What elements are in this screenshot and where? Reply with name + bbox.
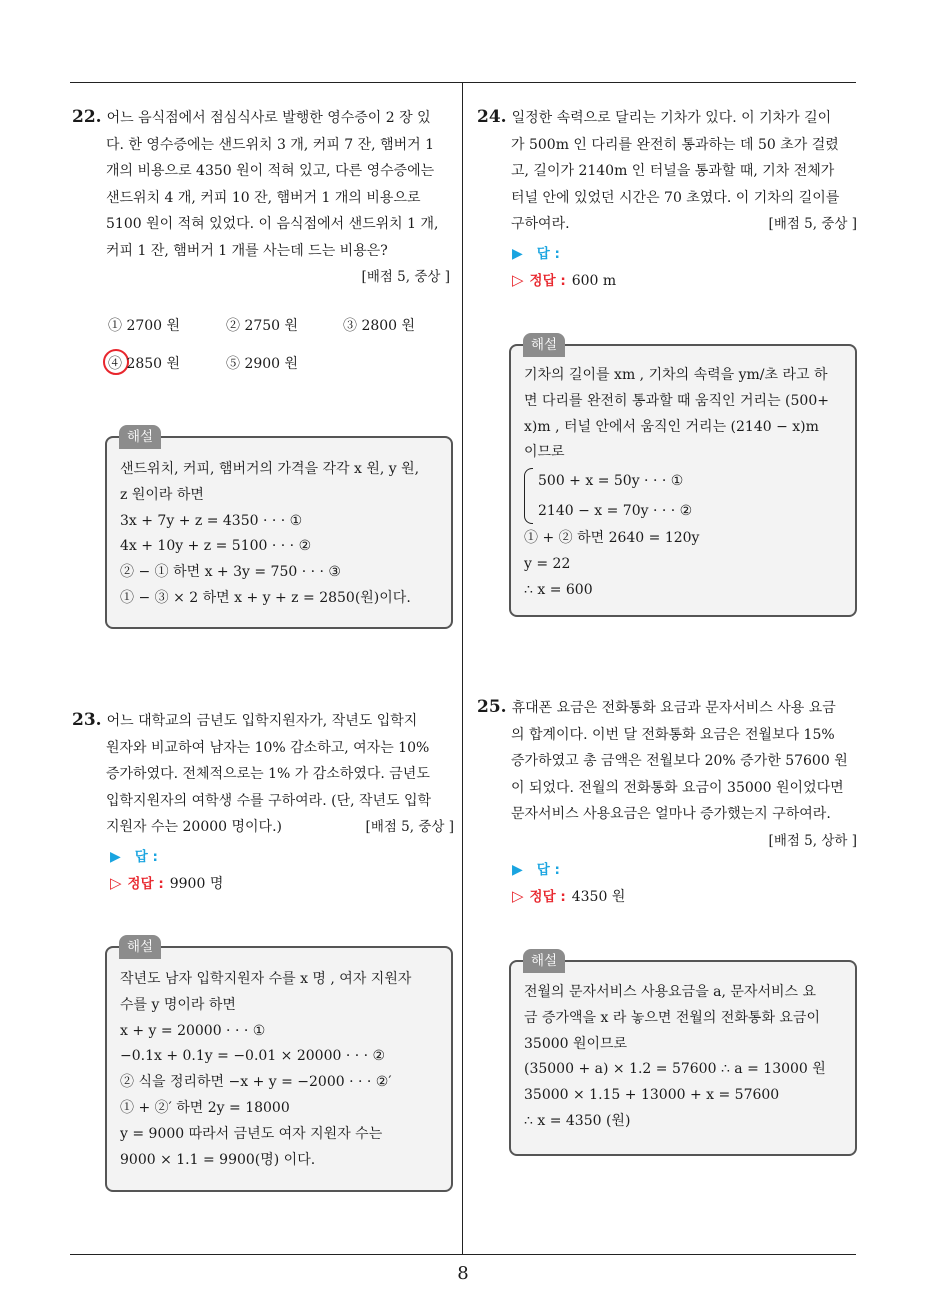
correct-label: 정답 :	[127, 876, 164, 892]
question-text-line: 다. 한 영수증에는 샌드위치 3 개, 커피 7 잔, 햄버거 1	[106, 136, 435, 153]
score-label: [배점 5, 상하 ]	[768, 832, 857, 849]
explanation-line: 35000 × 1.15 + 13000 + x = 57600	[524, 1087, 780, 1104]
correct-answer-row-24	[512, 269, 616, 289]
score-label: [배점 5, 중상 ]	[365, 819, 454, 835]
choice-2[interactable]: ② 2750 원	[226, 318, 299, 334]
explanation-line: x)m , 터널 안에서 움직인 거리는 (2140 − x)m	[524, 418, 819, 435]
choice-4[interactable]: ④ 2850 원	[108, 356, 181, 372]
question-24	[477, 104, 857, 238]
explanation-line: 기차의 길이를 xm , 기차의 속력을 ym/초 라고 하	[524, 367, 828, 383]
explanation-line: x + y = 20000 · · · ①	[120, 1022, 266, 1039]
explanation-body	[120, 967, 441, 1173]
explanation-body	[120, 457, 441, 612]
explanation-tab: 해설	[119, 425, 161, 449]
explanation-line: 9000 × 1.1 = 9900(명) 이다.	[120, 1151, 316, 1168]
choice-3[interactable]: ③ 2800 원	[343, 318, 416, 334]
outline-triangle-icon: ▷	[110, 874, 122, 892]
question-text-line: 의 합계이다. 이번 달 전화통화 요금은 전월보다 15%	[511, 726, 835, 743]
play-triangle-icon: ▶	[110, 849, 121, 865]
explanation-line: 면 다리를 완전히 통과할 때 움직인 거리는 (500+	[524, 392, 829, 409]
question-text-line: 이 되었다. 전월의 전화통화 요금이 35000 원이었다면	[511, 779, 844, 796]
question-text-line: 지원자 수는 20000 명이다.)	[106, 819, 282, 835]
question-number: 24.	[477, 107, 507, 127]
equation-system	[524, 466, 845, 526]
explanation-box-25	[509, 953, 857, 1156]
question-25	[477, 694, 857, 854]
question-number: 23.	[72, 710, 102, 730]
top-rule	[70, 82, 856, 83]
correct-label: 정답 :	[529, 889, 566, 905]
explanation-tab: 해설	[523, 949, 565, 973]
explanation-line: 이므로	[524, 444, 565, 461]
score-label: [배점 5, 중상 ]	[361, 269, 450, 285]
question-text-line: 문자서비스 사용요금은 얼마나 증가했는지 구하여라.	[511, 806, 831, 822]
answer-row-25	[512, 858, 566, 878]
explanation-tab: 해설	[119, 935, 161, 959]
choice-5[interactable]: ⑤ 2900 원	[226, 356, 299, 372]
explanation-line: 샌드위치, 커피, 햄버거의 가격을 각각 x 원, y 원,	[120, 461, 420, 477]
question-text-line: 샌드위치 4 개, 커피 10 잔, 햄버거 1 개의 비용으로	[106, 189, 421, 206]
correct-answer-row-23	[110, 872, 223, 893]
question-text-line: 어느 음식점에서 점심식사로 발행한 영수증이 2 장 있	[106, 110, 431, 126]
explanation-line: 금 증가액을 x 라 놓으면 전월의 전화통화 요금이	[524, 1009, 821, 1026]
correct-value: 4350 원	[571, 889, 626, 905]
question-number: 25.	[477, 697, 507, 717]
question-text-line: 커피 1 잔, 햄버거 1 개를 사는데 드는 비용은?	[106, 242, 388, 259]
answer-label: 답 :	[134, 849, 158, 865]
explanation-line: 작년도 남자 입학지원자 수를 x 명 , 여자 지원자	[120, 971, 412, 987]
outline-triangle-icon: ▷	[512, 887, 524, 905]
left-brace-icon	[524, 468, 533, 524]
explanation-line: ∴ x = 600	[524, 581, 593, 598]
question-number: 22.	[72, 107, 102, 127]
explanation-line: 3x + 7y + z = 4350 · · · ①	[120, 512, 303, 529]
equation-line: 2140 − x = 70y · · · ②	[538, 503, 693, 520]
explanation-line: ① − ③ × 2 하면 x + y + z = 2850(원)이다.	[120, 589, 411, 606]
choices-22	[108, 315, 448, 375]
explanation-box-24	[509, 337, 857, 617]
question-text-line: 5100 원이 적혀 있었다. 이 음식점에서 샌드위치 1 개,	[106, 216, 439, 232]
explanation-line: ② 식을 정리하면 −x + y = −2000 · · · ②′	[120, 1074, 392, 1091]
answer-label: 답 :	[536, 246, 560, 262]
column-divider	[462, 82, 463, 1254]
explanation-line: 전월의 문자서비스 사용요금을 a, 문자서비스 요	[524, 984, 817, 1000]
score-label: [배점 5, 중상 ]	[768, 216, 857, 232]
explanation-line: 4x + 10y + z = 5100 · · · ②	[120, 538, 312, 555]
correct-value: 600 m	[571, 273, 617, 289]
outline-triangle-icon: ▷	[512, 271, 524, 289]
explanation-line: y = 9000 따라서 금년도 여자 지원자 수는	[120, 1125, 383, 1142]
answer-label: 답 :	[536, 862, 560, 878]
question-text-line: 가 500m 인 다리를 완전히 통과하는 데 50 초가 걸렸	[511, 136, 839, 153]
play-triangle-icon: ▶	[512, 862, 523, 878]
correct-label: 정답 :	[529, 273, 566, 289]
bottom-rule	[70, 1254, 856, 1255]
explanation-line: (35000 + a) × 1.2 = 57600 ∴ a = 13000 원	[524, 1061, 826, 1078]
answer-row-24	[512, 242, 566, 262]
explanation-box-22	[105, 429, 453, 629]
explanation-line: −0.1x + 0.1y = −0.01 × 20000 · · · ②	[120, 1048, 386, 1065]
question-text-line: 휴대폰 요금은 전화통화 요금과 문자서비스 사용 요금	[511, 700, 836, 716]
question-23	[72, 707, 454, 841]
question-text-line: 어느 대학교의 금년도 입학지원자가, 작년도 입학지	[106, 713, 418, 729]
explanation-line: ② − ① 하면 x + 3y = 750 · · · ③	[120, 564, 341, 581]
explanation-line: z 원이라 하면	[120, 486, 204, 503]
question-text-line: 입학지원자의 여학생 수를 구하여라. (단, 작년도 입학	[106, 792, 432, 809]
explanation-box-23	[105, 939, 453, 1192]
explanation-tab: 해설	[523, 333, 565, 357]
explanation-line: 수를 y 명이라 하면	[120, 996, 236, 1013]
explanation-line: ① + ②′ 하면 2y = 18000	[120, 1099, 290, 1116]
explanation-line: ① + ② 하면 2640 = 120y	[524, 530, 700, 547]
question-text-line: 증가하였고 총 금액은 전월보다 20% 증가한 57600 원	[511, 753, 848, 769]
correct-value: 9900 명	[169, 876, 224, 892]
page-number: 8	[457, 1263, 469, 1284]
explanation-line: 35000 원이므로	[524, 1035, 628, 1052]
question-text-line: 터널 안에 있었던 시간은 70 초였다. 이 기차의 길이를	[511, 189, 840, 206]
question-text-line: 개의 비용으로 4350 원이 적혀 있고, 다른 영수증에는	[106, 163, 435, 179]
question-text-line: 증가하였다. 전체적으로는 1% 가 감소하였다. 금년도	[106, 766, 430, 782]
question-22	[72, 104, 450, 291]
question-text-line: 고, 길이가 2140m 인 터널을 통과할 때, 기차 전체가	[511, 163, 835, 179]
question-text-line: 일정한 속력으로 달리는 기차가 있다. 이 기차가 길이	[511, 110, 832, 126]
explanation-line: ∴ x = 4350 (원)	[524, 1112, 631, 1129]
answer-row-23	[110, 845, 164, 865]
play-triangle-icon: ▶	[512, 246, 523, 262]
question-text-line: 원자와 비교하여 남자는 10% 감소하고, 여자는 10%	[106, 739, 430, 756]
explanation-body	[524, 980, 845, 1135]
explanation-line: y = 22	[524, 555, 571, 572]
choice-1[interactable]: ① 2700 원	[108, 318, 181, 334]
equation-line: 500 + x = 50y · · · ①	[538, 473, 684, 490]
question-text-line: 구하여라.	[511, 216, 570, 232]
explanation-body	[524, 363, 845, 604]
correct-answer-row-25	[512, 885, 625, 906]
